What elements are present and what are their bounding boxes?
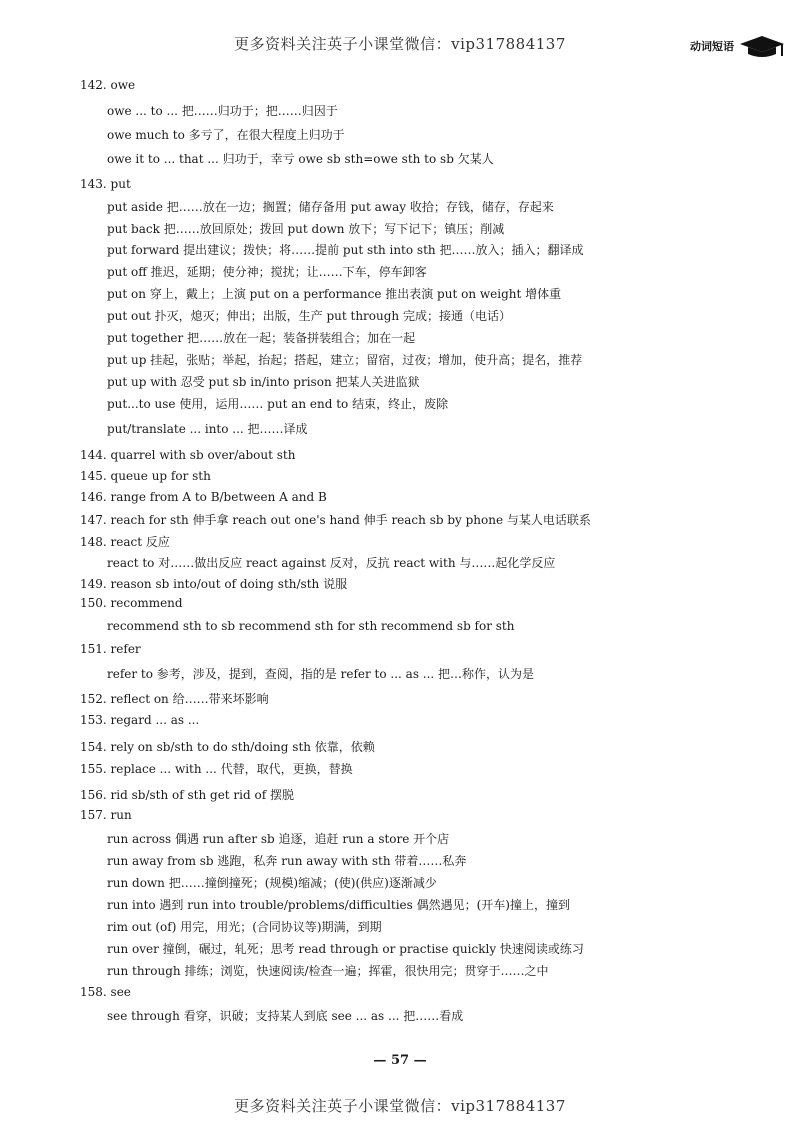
entry-144-title: 144. quarrel with sb over/about sth xyxy=(80,448,296,462)
entry-152-title: 152. reflect on 给……带来坏影响 xyxy=(80,692,269,706)
entry-157-line: run across 偶遇 run after sb 追逐，追赶 run a store 开个店 xyxy=(107,832,450,846)
entry-143-line: put/translate ... into ... 把……译成 xyxy=(107,422,308,436)
entry-154-title: 154. rely on sb/sth to do sth/doing sth 依靠，依赖 xyxy=(80,740,375,754)
entry-143-title: 143. put xyxy=(80,177,131,191)
entry-142-line: owe much to 多亏了，在很大程度上归功于 xyxy=(107,128,345,142)
entry-145-title: 145. queue up for sth xyxy=(80,469,211,483)
entry-157-line: run away from sb 逃跑，私奔 run away with sth 带着……私奔 xyxy=(107,854,467,868)
section-label: 动词短语 xyxy=(690,40,734,53)
entry-156-title: 156. rid sb/sth of sth get rid of 摆脱 xyxy=(80,788,294,802)
entry-157-title: 157. run xyxy=(80,808,132,822)
entry-142-line: owe it to ... that ... 归功于，幸亏 owe sb sth=owe sth to sb 欠某人 xyxy=(107,152,494,166)
entry-143-line: put forward 提出建议；拨快；将……提前 put sth into sth 把……放入；插入；翻译成 xyxy=(107,243,584,257)
entry-151-line: refer to 参考，涉及，提到，查阅，指的是 refer to ... as ... 把…称作，认为是 xyxy=(107,667,535,681)
footer-promo: 更多资料关注英子小课堂微信：vip317884137 xyxy=(234,1097,566,1115)
entry-142-line: owe ... to ... 把……归功于；把……归因于 xyxy=(107,104,338,118)
entry-153-title: 153. regard ... as ... xyxy=(80,713,200,727)
entry-148-title: 148. react 反应 xyxy=(80,535,170,549)
entry-143-line: put back 把……放回原处；拨回 put down 放下；写下记下；镇压；削减 xyxy=(107,222,505,236)
entry-143-line: put together 把……放在一起；装备拼装组合；加在一起 xyxy=(107,331,416,345)
entry-157-line: run through 排练；浏览，快速阅读/检查一遍；挥霍，很快用完；贯穿于……之中 xyxy=(107,964,549,978)
entry-143-line: put aside 把……放在一边；搁置；储存备用 put away 收拾；存钱，储存，存起来 xyxy=(107,200,554,214)
entry-157-line: rim out (of) 用完，用光；(合同协议等)期满，到期 xyxy=(107,920,382,934)
entry-143-line: put on 穿上，戴上；上演 put on a performance 推出表演 put on weight 增体重 xyxy=(107,287,562,301)
entry-158-line: see through 看穿，识破；支持某人到底 see ... as ... 把……看成 xyxy=(107,1009,464,1023)
entry-143-line: put off 推迟，延期；使分神；搅扰；让……下车，停车卸客 xyxy=(107,265,427,279)
entry-146-title: 146. range from A to B/between A and B xyxy=(80,490,327,504)
entry-150-line: recommend sth to sb recommend sth for sth recommend sb for sth xyxy=(107,619,515,633)
graduation-cap-icon xyxy=(738,32,786,60)
entry-157-line: run into 遇到 run into trouble/problems/difficulties 偶然遇见；(开车)撞上，撞到 xyxy=(107,898,570,912)
entry-143-line: put out 扑灭，熄灭；伸出；出版，生产 put through 完成；接通（电话） xyxy=(107,309,511,323)
entry-155-title: 155. replace ... with ... 代替，取代，更换，替换 xyxy=(80,762,353,776)
entry-150-title: 150. recommend xyxy=(80,596,183,610)
header-promo: 更多资料关注英子小课堂微信：vip317884137 xyxy=(234,35,566,53)
entry-149-title: 149. reason sb into/out of doing sth/sth 说服 xyxy=(80,577,348,591)
entry-157-line: run down 把……撞倒撞死；(规模)缩减；(使)(供应)逐渐减少 xyxy=(107,876,437,890)
entry-142-title: 142. owe xyxy=(80,78,136,92)
entry-148-line: react to 对……做出反应 react against 反对，反抗 react with 与……起化学反应 xyxy=(107,556,556,570)
page-number: — 57 — xyxy=(373,1053,427,1068)
entry-147-title: 147. reach for sth 伸手拿 reach out one's hand 伸手 reach sb by phone 与某人电话联系 xyxy=(80,513,591,527)
entry-143-line: put...to use 使用，运用…… put an end to 结束，终止，废除 xyxy=(107,397,449,411)
entry-143-line: put up with 忍受 put sb in/into prison 把某人关进监狱 xyxy=(107,375,420,389)
entry-143-line: put up 挂起，张贴；举起，抬起；搭起，建立；留宿，过夜；增加，使升高；提名，推荐 xyxy=(107,353,583,367)
entry-157-line: run over 撞倒，碾过，轧死；思考 read through or practise quickly 快速阅读或练习 xyxy=(107,942,584,956)
entry-151-title: 151. refer xyxy=(80,642,141,656)
entry-158-title: 158. see xyxy=(80,985,131,999)
